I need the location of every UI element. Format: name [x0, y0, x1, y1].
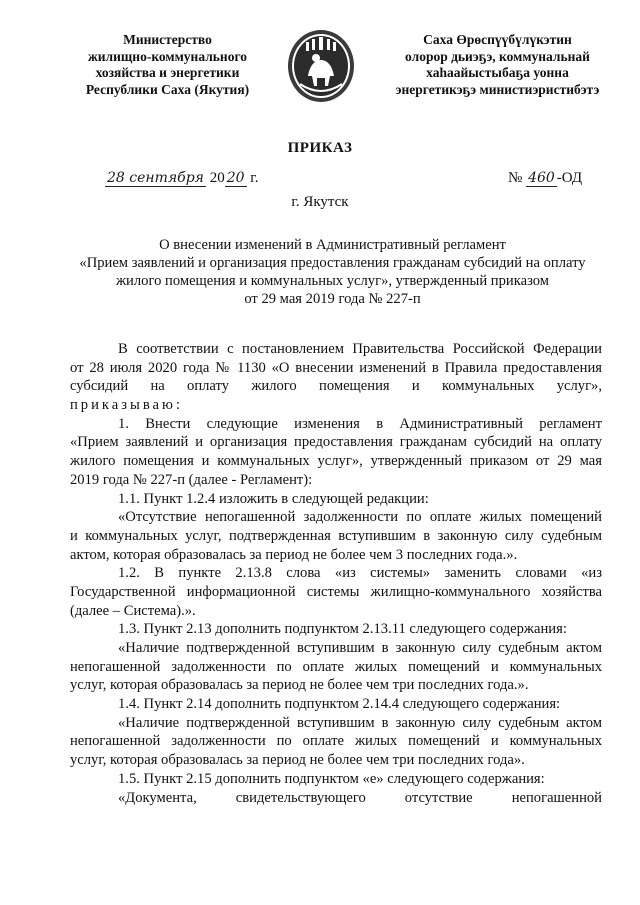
body-line: 1.2. В пункте 2.13.8 слова «из системы» заменить словами «из [118, 565, 602, 582]
body-line: 1.3. Пункт 2.13 дополнить подпунктом 2.13.11 следующего содержания: [118, 621, 567, 638]
title-line: жилого помещения и коммунальных услуг», утвержденный приказом [115, 273, 550, 289]
header-left-line: Республики Саха (Якутия) [85, 81, 250, 97]
body-line: от 28 июля 2020 года № 1130 «О внесении изменений в Правила предоставления [70, 359, 602, 376]
body-line: «Документа, свидетельствующего отсутствие непогашенной [118, 789, 602, 806]
document-type: ПРИКАЗ [287, 140, 353, 156]
date-day-month: 28 сентября [107, 170, 204, 186]
document-date [105, 170, 258, 187]
body-line: «Прием заявлений и организация предоставления гражданам субсидий на оплату [70, 434, 602, 451]
body-line: непогашенной задолженности по оплате жилых помещений и коммунальных [70, 658, 602, 675]
body-line: непогашенной задолженности по оплате жилых помещений и коммунальных [70, 733, 602, 750]
number-suffix: -ОД [556, 170, 583, 186]
header-left-line: жилищно-коммунального [87, 48, 247, 64]
date-suffix: г. [250, 170, 259, 186]
body-line: Государственной информационной системы жилищно-коммунального хозяйства [70, 583, 602, 600]
header-right-line: Саха Өрөспүүбүлүкэтин [423, 32, 572, 47]
header-right-line: энергетикэҕэ министиэристибэтэ [395, 81, 600, 97]
body-line: приказываю: [70, 397, 183, 414]
body-line: В соответствии с постановлением Правительства Российской Федерации [118, 341, 602, 357]
body-line: 1.5. Пункт 2.15 дополнить подпунктом «е» следующего содержания: [118, 770, 545, 787]
number-value: 460 [528, 170, 555, 186]
coat-of-arms-emblem-icon [286, 28, 356, 104]
date-year-suffix: 20 [226, 170, 245, 186]
body-line: субсидий на оплату жилого помещения и коммунальных услуг», [70, 378, 602, 395]
date-year-prefix: 20 [209, 170, 225, 186]
body-line: актом, которая образовалась за период не более чем 3 последних года.». [70, 546, 518, 563]
body-line: «Наличие подтвержденной вступившим в законную силу судебным актом [118, 640, 602, 656]
body-line: услуг, которая образовалась за период не более чем три последних года.». [70, 677, 529, 694]
body-line: (далее – Система).». [70, 602, 196, 619]
body-line: 1.4. Пункт 2.14 дополнить подпунктом 2.14.4 следующего содержания: [118, 696, 561, 713]
document-number [508, 170, 582, 187]
body-line: «Отсутствие непогашенной задолженности по оплате жилых помещений [118, 509, 602, 526]
header-right-line: хаһаайыстыбаҕа уонна [426, 65, 569, 80]
title-line: О внесении изменений в Административный регламент [159, 237, 506, 253]
title-line: от 29 мая 2019 года № 227-п [244, 291, 421, 307]
ministry-name-yakut [380, 32, 615, 98]
number-prefix: № [508, 170, 523, 186]
body-line: 2019 года № 227-п (далее - Регламент): [70, 471, 313, 488]
body-line: и коммунальных услуг, подтвержденная вступившим в законную силу судебным [70, 527, 602, 544]
document-city: г. Якутск [291, 194, 349, 210]
body-line: услуг, которая образовалась за период не более чем три последних года». [70, 752, 525, 769]
body-line: «Наличие подтвержденной вступившим в законную силу судебным актом [118, 714, 602, 731]
header-left-line: хозяйства и энергетики [95, 65, 240, 80]
title-line: «Прием заявлений и организация предоставления гражданам субсидий на оплату [79, 255, 586, 271]
header-right-line: олорор дьиэҕэ, коммунальнай [405, 48, 590, 64]
ministry-name-russian [70, 32, 265, 98]
body-line: 1. Внести следующие изменения в Административный регламент [118, 415, 602, 432]
document-title [60, 236, 605, 308]
document-body [70, 340, 602, 807]
header-left-line: Министерство [123, 32, 212, 47]
body-line: жилого помещения и коммунальных услуг», утвержденный приказом от 29 мая [70, 453, 602, 470]
body-line: 1.1. Пункт 1.2.4 изложить в следующей редакции: [118, 490, 429, 507]
